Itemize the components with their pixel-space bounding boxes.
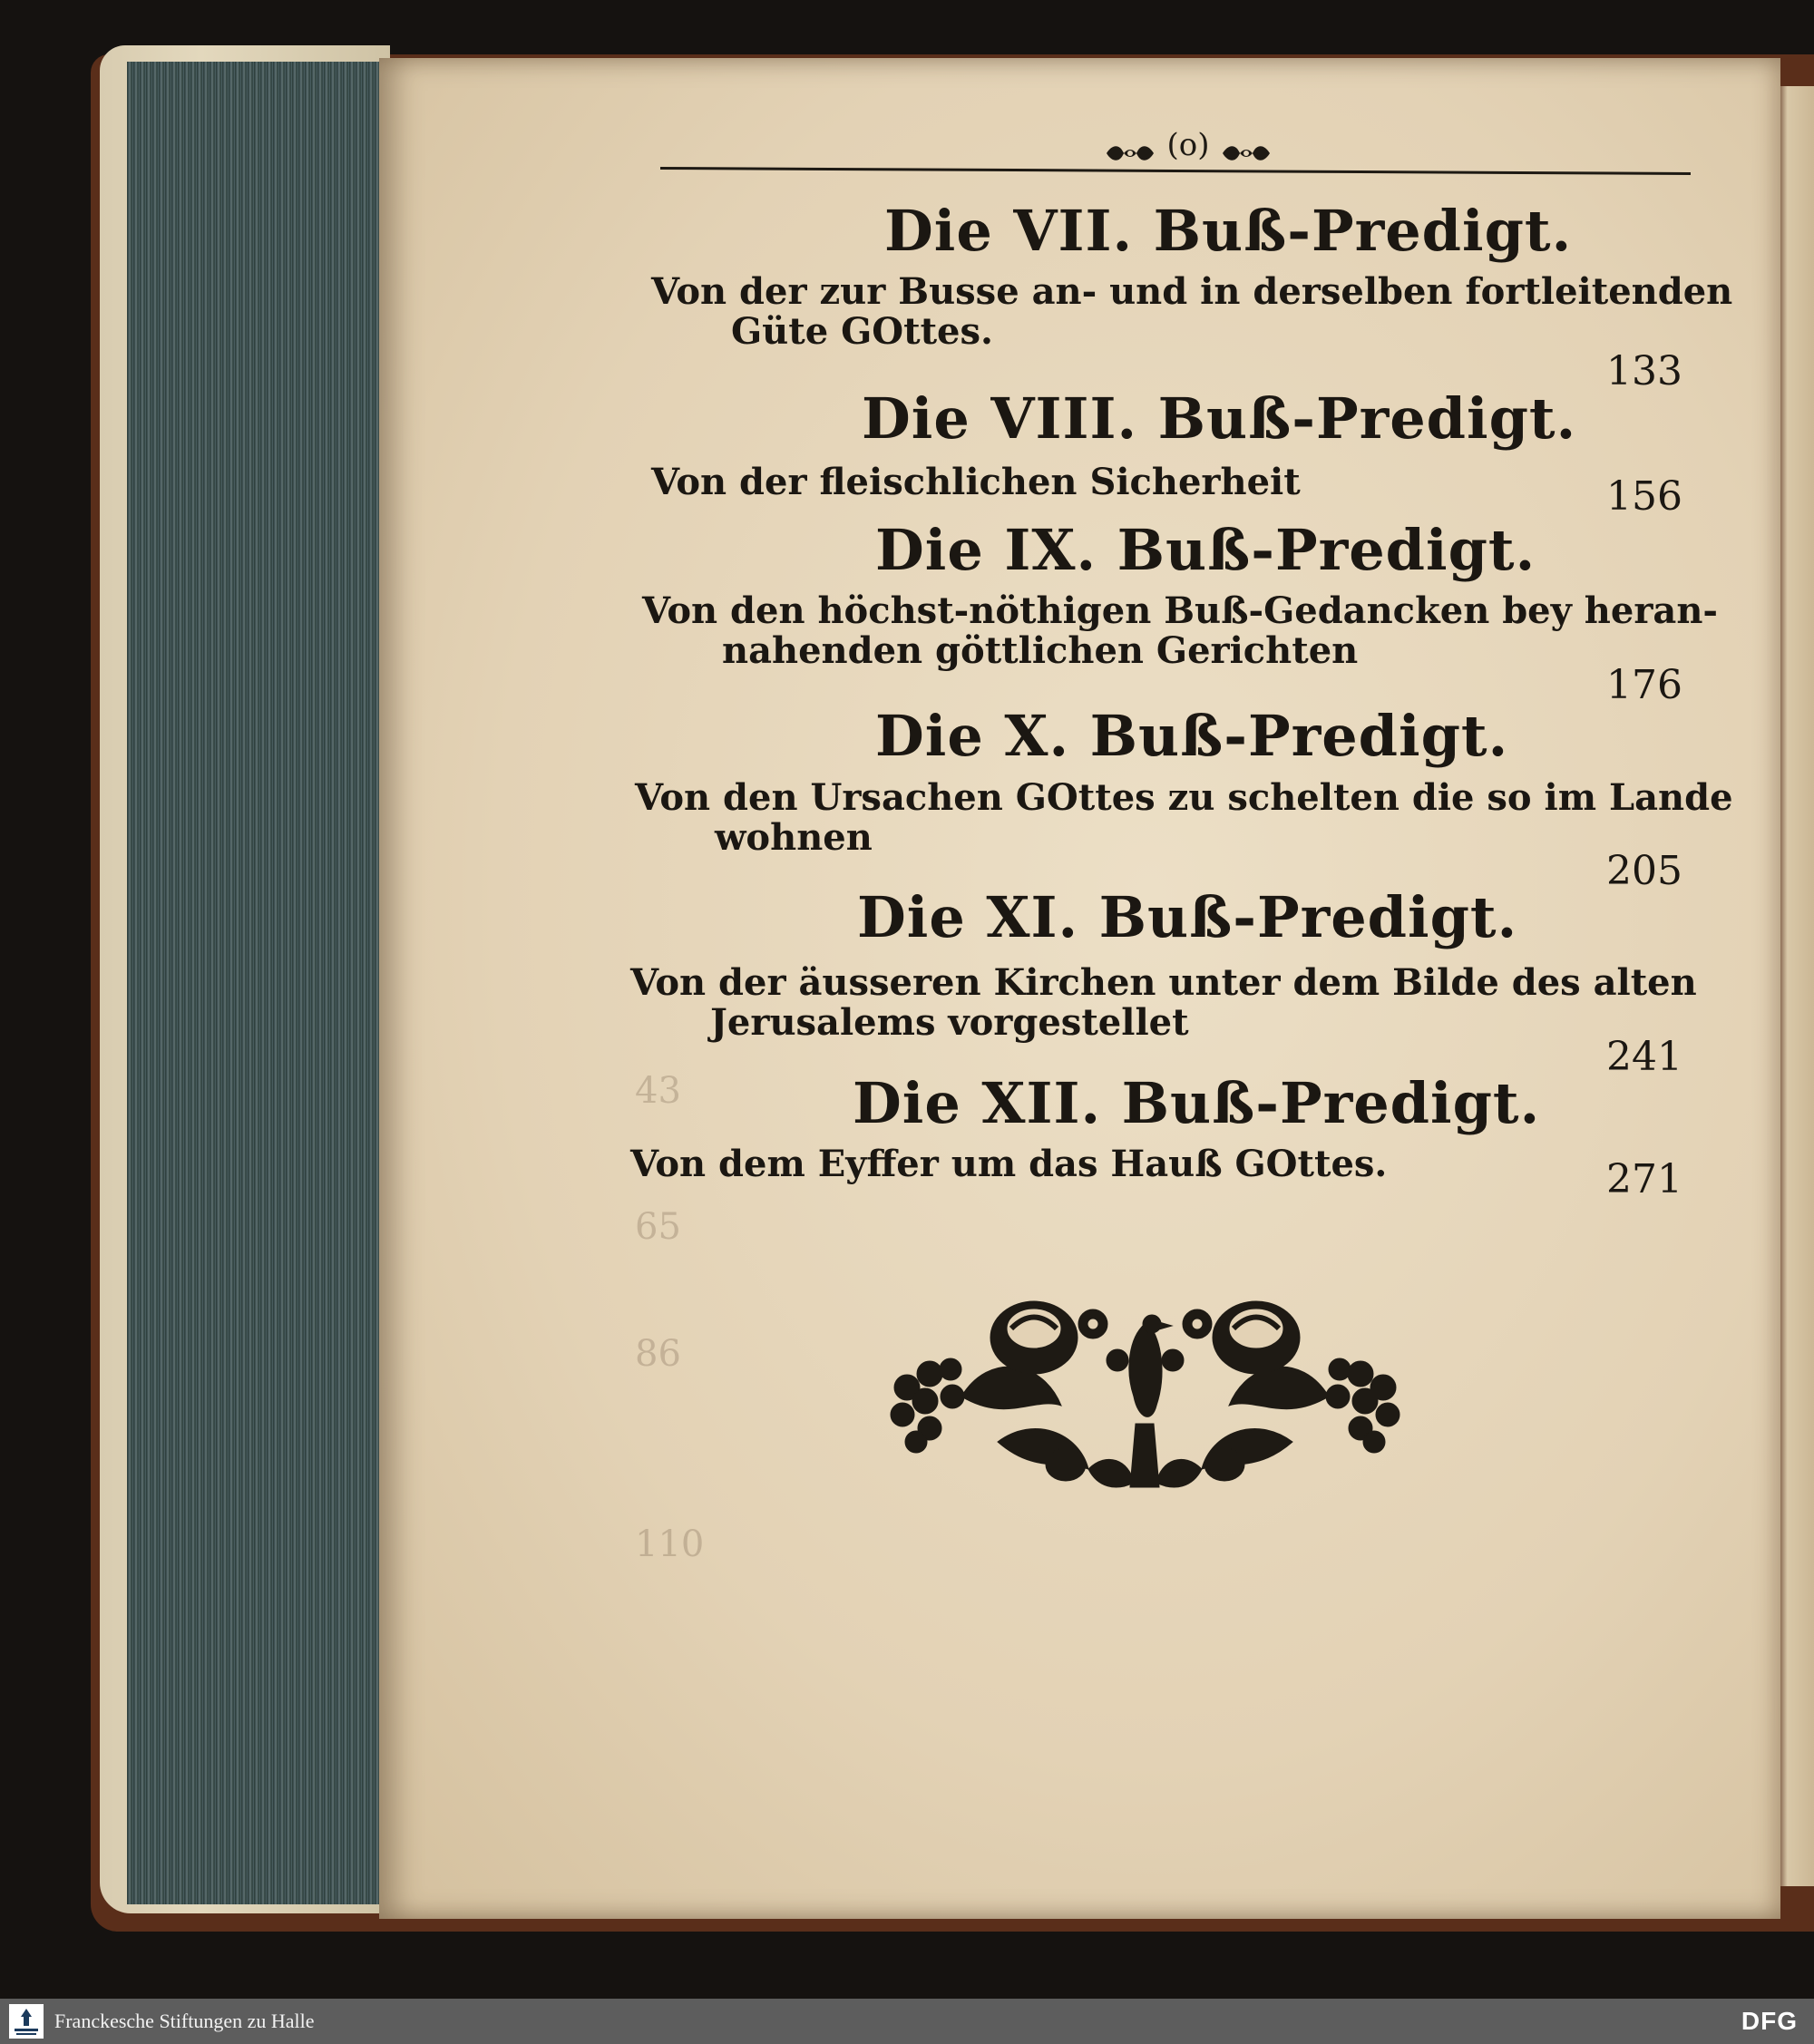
sermon-description [651, 272, 1732, 352]
sermon-heading: Die X. Buß-Predigt. [875, 703, 1509, 769]
description-line: Von den Ursachen GOttes zu schelten die so im Lande [635, 776, 1733, 819]
page-number: 156 [1606, 473, 1682, 520]
page-number: 205 [1606, 848, 1682, 894]
description-line: Von dem Eyffer um das Hauß GOttes. [630, 1143, 1388, 1185]
bleed-through-number: 65 [635, 1206, 681, 1248]
page-signature: (o) [1166, 127, 1210, 163]
bleed-through-number: 110 [635, 1523, 705, 1565]
sermon-heading: Die VIII. Buß-Predigt. [862, 385, 1577, 452]
sermon-description [642, 591, 1718, 671]
sermon-description [651, 462, 1301, 502]
bleed-through-number: 86 [635, 1333, 681, 1375]
description-line: Von der äusseren Kirchen unter dem Bilde des alten [630, 961, 1697, 1004]
bleed-through-number: 43 [635, 1070, 681, 1112]
description-line: Von der fleischlichen Sicherheit [651, 461, 1301, 503]
description-line: nahenden göttlichen Gerichten [722, 629, 1359, 672]
footer-bar [0, 1999, 1814, 2044]
sermon-description [635, 778, 1733, 858]
description-line: wohnen [715, 816, 873, 859]
page-number: 271 [1606, 1156, 1682, 1202]
sermon-description [630, 963, 1697, 1043]
institution-logo-icon [9, 2004, 44, 2039]
description-line: Von den höchst-nöthigen Buß-Gedancken bey heran- [642, 589, 1718, 632]
description-line: Güte GOttes. [731, 310, 993, 353]
floral-vignette-icon [880, 1288, 1410, 1505]
description-line: Jerusalems vorgestellet [710, 1001, 1189, 1044]
description-line: Von der zur Busse an- und in derselben fortleitenden [651, 270, 1733, 313]
sermon-heading: Die IX. Buß-Predigt. [875, 517, 1536, 583]
dfg-logo: DFG [1741, 2007, 1798, 2035]
page-number: 133 [1606, 348, 1682, 394]
page-number: 176 [1606, 662, 1682, 708]
sermon-heading: Die XI. Buß-Predigt. [857, 884, 1518, 950]
page-number: 241 [1606, 1034, 1682, 1080]
sermon-heading: Die VII. Buß-Predigt. [884, 198, 1573, 264]
sermon-description [630, 1144, 1387, 1184]
sermon-heading: Die XII. Buß-Predigt. [853, 1070, 1541, 1136]
institution-name: Franckesche Stiftungen zu Halle [54, 2010, 315, 2032]
